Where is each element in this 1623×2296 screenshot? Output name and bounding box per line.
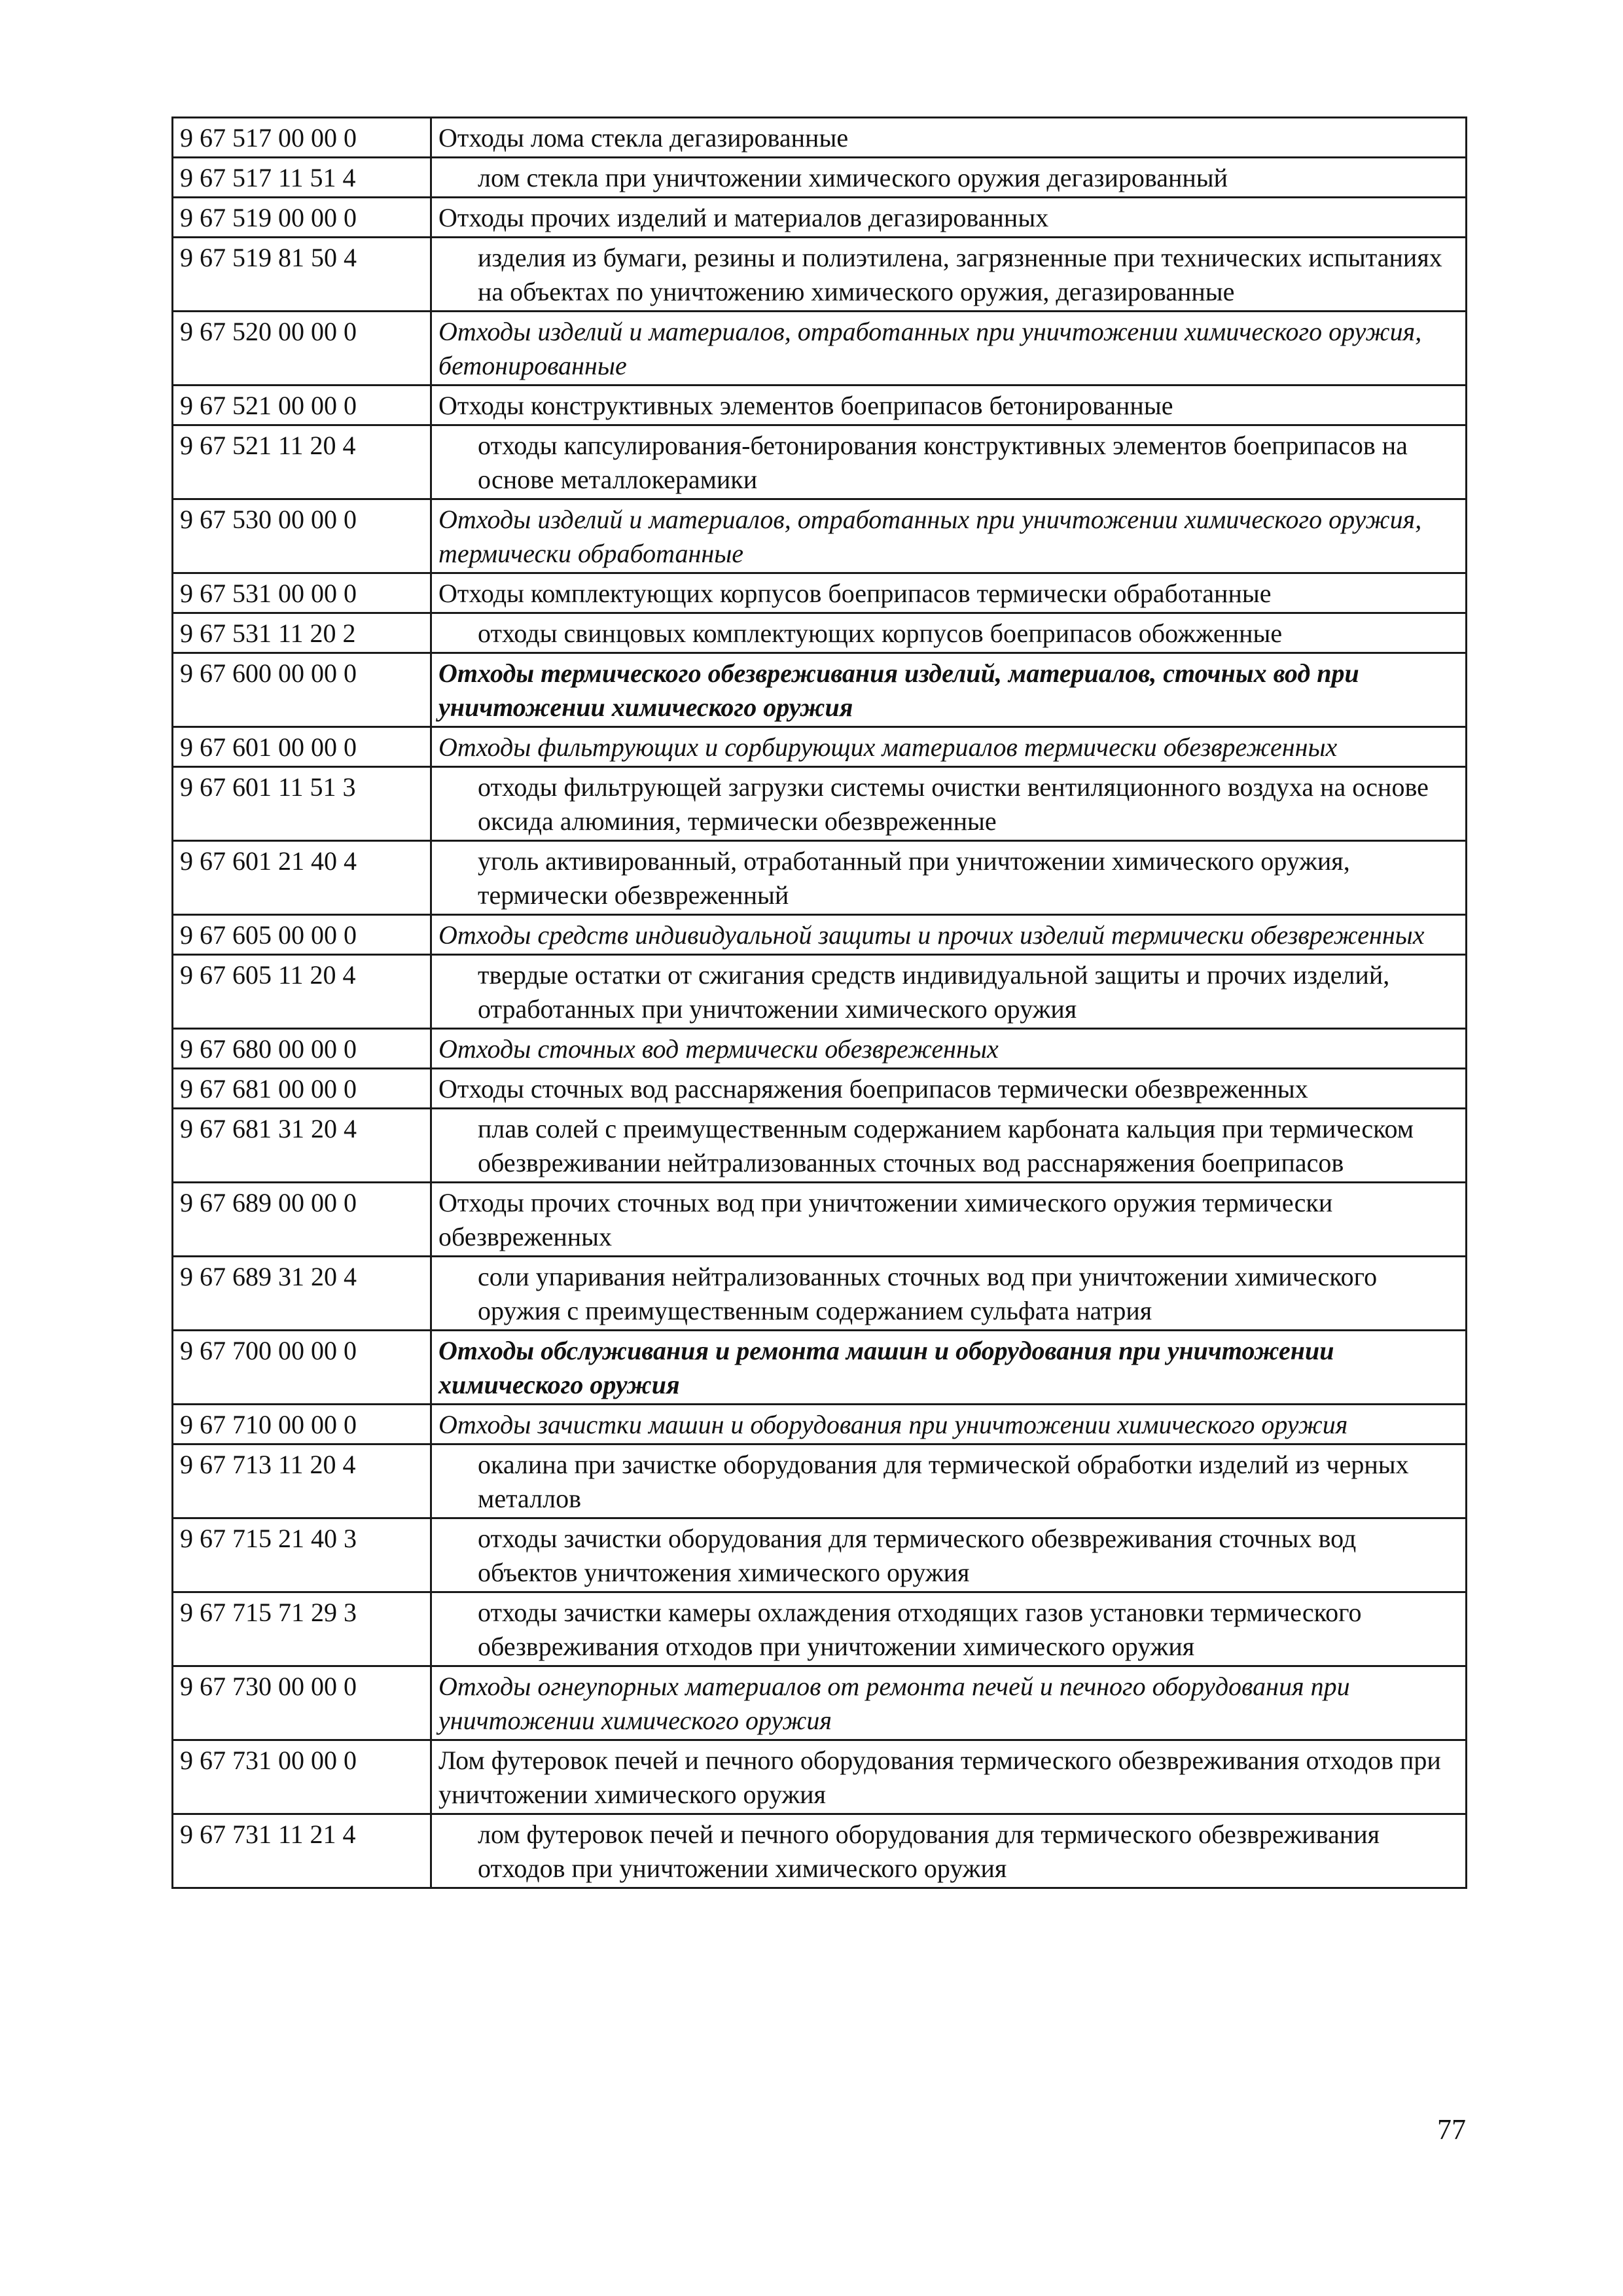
table-row xyxy=(173,1405,1467,1444)
table-row xyxy=(173,1814,1467,1888)
waste-code-cell: 9 67 713 11 20 4 xyxy=(173,1444,431,1518)
waste-code-cell: 9 67 601 11 51 3 xyxy=(173,767,431,841)
table-row xyxy=(173,727,1467,767)
table-row xyxy=(173,1029,1467,1069)
waste-description-cell: Отходы сточных вод расснаряжения боеприпасов термически обезвреженных xyxy=(431,1069,1467,1109)
waste-description-cell: Отходы изделий и материалов, отработанных при уничтожении химического оружия, термически обработанные xyxy=(431,499,1467,573)
waste-code-cell: 9 67 530 00 00 0 xyxy=(173,499,431,573)
table-row xyxy=(173,955,1467,1029)
table-row xyxy=(173,158,1467,198)
table-row xyxy=(173,238,1467,312)
waste-code-cell: 9 67 715 21 40 3 xyxy=(173,1518,431,1592)
waste-description-cell: отходы зачистки камеры охлаждения отходящих газов установки термического обезвреживания отходов при уничтожении химического оружия xyxy=(431,1592,1467,1666)
waste-classification-table xyxy=(171,117,1467,1889)
waste-code-cell: 9 67 521 00 00 0 xyxy=(173,386,431,425)
waste-code-cell: 9 67 681 00 00 0 xyxy=(173,1069,431,1109)
table-row xyxy=(173,1666,1467,1740)
table-row xyxy=(173,841,1467,915)
waste-description-cell: отходы свинцовых комплектующих корпусов боеприпасов обожженные xyxy=(431,613,1467,653)
waste-code-cell: 9 67 601 21 40 4 xyxy=(173,841,431,915)
waste-code-cell: 9 67 601 00 00 0 xyxy=(173,727,431,767)
waste-description-cell: изделия из бумаги, резины и полиэтилена, загрязненные при технических испытаниях на объектах по уничтожению химического оружия, дегазированные xyxy=(431,238,1467,312)
table-row xyxy=(173,1331,1467,1405)
waste-description-cell: Отходы сточных вод термически обезвреженных xyxy=(431,1029,1467,1069)
waste-description-cell: Отходы прочих сточных вод при уничтожении химического оружия термически обезвреженных xyxy=(431,1183,1467,1257)
waste-description-cell: Отходы средств индивидуальной защиты и прочих изделий термически обезвреженных xyxy=(431,915,1467,955)
waste-description-cell: отходы капсулирования-бетонирования конструктивных элементов боеприпасов на основе металлокерамики xyxy=(431,425,1467,499)
waste-code-cell: 9 67 517 11 51 4 xyxy=(173,158,431,198)
table-row xyxy=(173,767,1467,841)
waste-description-cell: отходы фильтрующей загрузки системы очистки вентиляционного воздуха на основе оксида алюминия, термически обезвреженные xyxy=(431,767,1467,841)
waste-description-cell: плав солей с преимущественным содержанием карбоната кальция при термическом обезвреживании нейтрализованных сточных вод расснаряжения боеприпасов xyxy=(431,1109,1467,1183)
waste-code-cell: 9 67 531 00 00 0 xyxy=(173,573,431,613)
table-row xyxy=(173,118,1467,158)
waste-description-cell: Отходы фильтрующих и сорбирующих материалов термически обезвреженных xyxy=(431,727,1467,767)
waste-code-cell: 9 67 520 00 00 0 xyxy=(173,312,431,386)
waste-description-cell: Отходы лома стекла дегазированные xyxy=(431,118,1467,158)
waste-code-cell: 9 67 700 00 00 0 xyxy=(173,1331,431,1405)
waste-code-cell: 9 67 517 00 00 0 xyxy=(173,118,431,158)
waste-description-cell: Отходы прочих изделий и материалов дегазированных xyxy=(431,198,1467,238)
table-row xyxy=(173,1183,1467,1257)
waste-description-cell: Отходы огнеупорных материалов от ремонта печей и печного оборудования при уничтожении химического оружия xyxy=(431,1666,1467,1740)
waste-code-cell: 9 67 710 00 00 0 xyxy=(173,1405,431,1444)
waste-description-cell: Отходы обслуживания и ремонта машин и оборудования при уничтожении химического оружия xyxy=(431,1331,1467,1405)
waste-description-cell: Отходы термического обезвреживания изделий, материалов, сточных вод при уничтожении химического оружия xyxy=(431,653,1467,727)
waste-description-cell: Отходы изделий и материалов, отработанных при уничтожении химического оружия, бетонированные xyxy=(431,312,1467,386)
table-row xyxy=(173,653,1467,727)
table-row xyxy=(173,1257,1467,1331)
table-row xyxy=(173,573,1467,613)
table-row xyxy=(173,1444,1467,1518)
waste-description-cell: лом футеровок печей и печного оборудования для термического обезвреживания отходов при уничтожении химического оружия xyxy=(431,1814,1467,1888)
waste-description-cell: Отходы зачистки машин и оборудования при уничтожении химического оружия xyxy=(431,1405,1467,1444)
waste-description-cell: Отходы конструктивных элементов боеприпасов бетонированные xyxy=(431,386,1467,425)
table-row xyxy=(173,312,1467,386)
table-row xyxy=(173,1109,1467,1183)
waste-description-cell: Отходы комплектующих корпусов боеприпасов термически обработанные xyxy=(431,573,1467,613)
waste-code-cell: 9 67 519 00 00 0 xyxy=(173,198,431,238)
table-row xyxy=(173,1069,1467,1109)
waste-code-cell: 9 67 689 00 00 0 xyxy=(173,1183,431,1257)
waste-code-cell: 9 67 731 11 21 4 xyxy=(173,1814,431,1888)
waste-description-cell: окалина при зачистке оборудования для термической обработки изделий из черных металлов xyxy=(431,1444,1467,1518)
waste-code-cell: 9 67 731 00 00 0 xyxy=(173,1740,431,1814)
waste-code-cell: 9 67 531 11 20 2 xyxy=(173,613,431,653)
table-row xyxy=(173,386,1467,425)
table-row xyxy=(173,613,1467,653)
waste-description-cell: Лом футеровок печей и печного оборудования термического обезвреживания отходов при уничтожении химического оружия xyxy=(431,1740,1467,1814)
waste-code-cell: 9 67 519 81 50 4 xyxy=(173,238,431,312)
waste-description-cell: лом стекла при уничтожении химического оружия дегазированный xyxy=(431,158,1467,198)
waste-description-cell: уголь активированный, отработанный при уничтожении химического оружия, термически обезвреженный xyxy=(431,841,1467,915)
waste-code-cell: 9 67 680 00 00 0 xyxy=(173,1029,431,1069)
table-row xyxy=(173,1592,1467,1666)
table-row xyxy=(173,425,1467,499)
table-row xyxy=(173,1518,1467,1592)
waste-description-cell: отходы зачистки оборудования для термического обезвреживания сточных вод объектов уничтожения химического оружия xyxy=(431,1518,1467,1592)
waste-code-cell: 9 67 715 71 29 3 xyxy=(173,1592,431,1666)
waste-code-cell: 9 67 730 00 00 0 xyxy=(173,1666,431,1740)
table-row xyxy=(173,499,1467,573)
waste-code-cell: 9 67 605 00 00 0 xyxy=(173,915,431,955)
table-row xyxy=(173,198,1467,238)
waste-code-cell: 9 67 605 11 20 4 xyxy=(173,955,431,1029)
page-number: 77 xyxy=(1437,2113,1466,2145)
waste-description-cell: соли упаривания нейтрализованных сточных вод при уничтожении химического оружия с преимущественным содержанием сульфата натрия xyxy=(431,1257,1467,1331)
waste-code-cell: 9 67 521 11 20 4 xyxy=(173,425,431,499)
waste-code-cell: 9 67 600 00 00 0 xyxy=(173,653,431,727)
table-row xyxy=(173,1740,1467,1814)
waste-description-cell: твердые остатки от сжигания средств индивидуальной защиты и прочих изделий, отработанных при уничтожении химического оружия xyxy=(431,955,1467,1029)
waste-code-cell: 9 67 689 31 20 4 xyxy=(173,1257,431,1331)
table-row xyxy=(173,915,1467,955)
waste-code-cell: 9 67 681 31 20 4 xyxy=(173,1109,431,1183)
table-body xyxy=(173,118,1467,1888)
